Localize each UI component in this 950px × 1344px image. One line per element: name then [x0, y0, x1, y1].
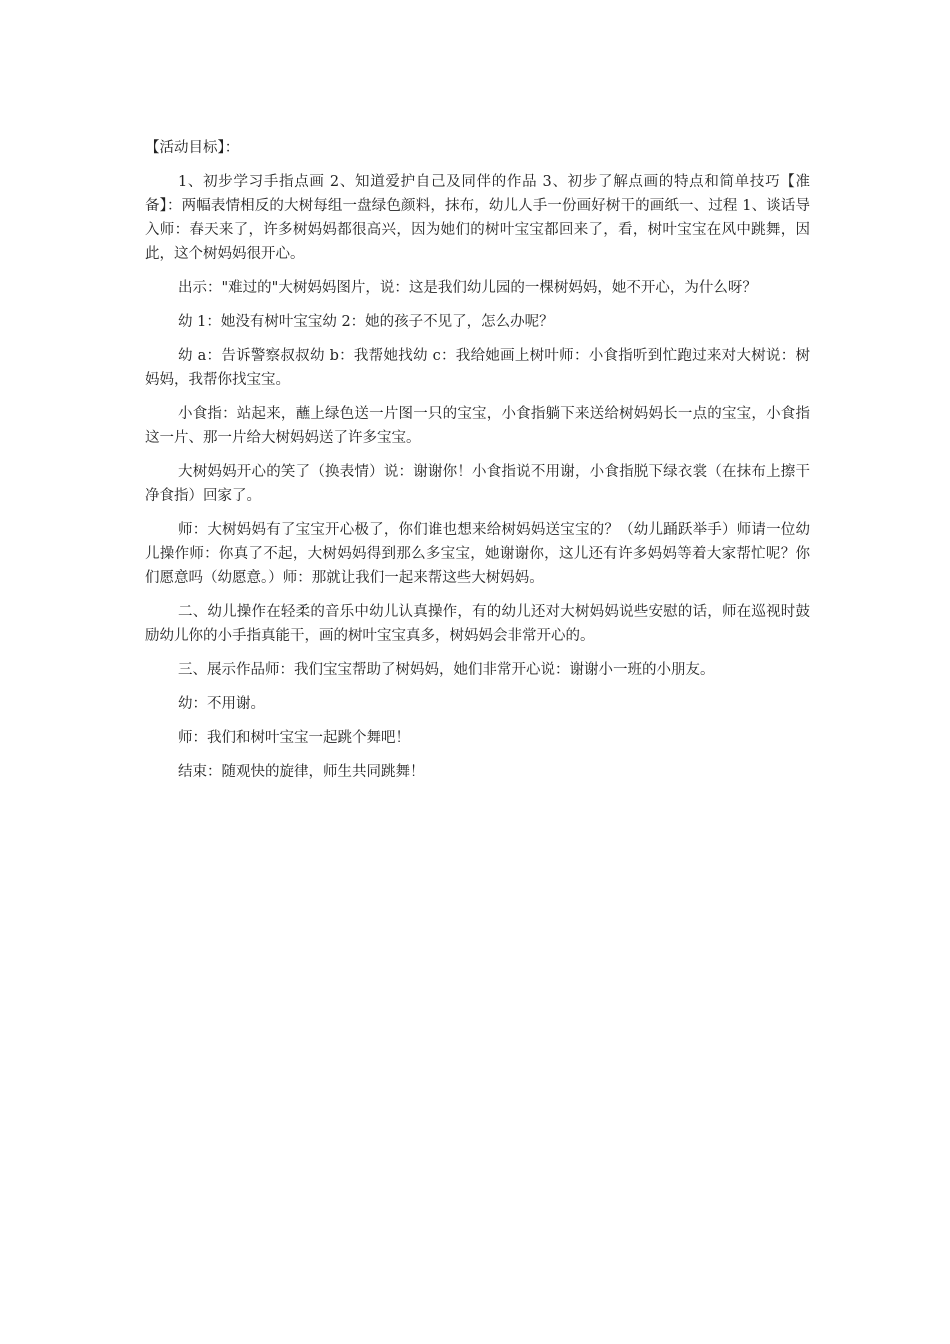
- section-heading: 【活动目标】：: [145, 140, 240, 156]
- paragraph-child-answers-2: 幼 a：告诉警察叔叔幼 b：我帮她找幼 c：我给她画上树叶师：小食指听到忙跑过来对大树说：树妈妈，我帮你找宝宝。: [145, 348, 810, 388]
- paragraph-child-reply: 幼：不用谢。: [178, 696, 265, 712]
- paragraph-show-works: 三、展示作品师：我们宝宝帮助了树妈妈，她们非常开心说：谢谢小一班的小朋友。: [178, 662, 715, 678]
- paragraph-tree-happy: 大树妈妈开心的笑了（换表情）说：谢谢你！小食指说不用谢，小食指脱下绿衣裳（在抹布上擦干净食指）回家了。: [145, 464, 810, 504]
- document-body: [145, 136, 810, 794]
- paragraph-index-finger: 小食指：站起来，蘸上绿色送一片图一只的宝宝，小食指躺下来送给树妈妈长一点的宝宝，小食指这一片、那一片给大树妈妈送了许多宝宝。: [145, 406, 810, 446]
- paragraph-show-picture: 出示："难过的"大树妈妈图片，说：这是我们幼儿园的一棵树妈妈，她不开心，为什么呀？: [178, 280, 757, 296]
- paragraph-goals: 1、初步学习手指点画 2、知道爱护自己及同伴的作品 3、初步了解点画的特点和简单技巧【准备】：两幅表情相反的大树每组一盘绿色颜料，抹布，幼儿人手一份画好树干的画纸一、过程 1、谈话导入师：春天来了，许多树妈妈都很高兴，因为她们的树叶宝宝都回来了，看，树叶宝宝在风中跳舞，因此，这个树妈妈很开心。: [145, 174, 810, 262]
- paragraph-teacher-invite: 师：大树妈妈有了宝宝开心极了，你们谁也想来给树妈妈送宝宝的？（幼儿踊跃举手）师请一位幼儿操作师：你真了不起，大树妈妈得到那么多宝宝，她谢谢你，这儿还有许多妈妈等着大家帮忙呢？你们愿意吗（幼愿意。）师：那就让我们一起来帮这些大树妈妈。: [145, 522, 810, 586]
- paragraph-teacher-dance: 师：我们和树叶宝宝一起跳个舞吧！: [178, 730, 410, 746]
- paragraph-child-answers-1: 幼 1：她没有树叶宝宝幼 2：她的孩子不见了，怎么办呢？: [178, 314, 554, 330]
- paragraph-ending: 结束：随观快的旋律，师生共同跳舞！: [178, 764, 425, 780]
- paragraph-child-operation: 二、幼儿操作在轻柔的音乐中幼儿认真操作，有的幼儿还对大树妈妈说些安慰的话，师在巡视时鼓励幼儿你的小手指真能干，画的树叶宝宝真多，树妈妈会非常开心的。: [145, 604, 810, 644]
